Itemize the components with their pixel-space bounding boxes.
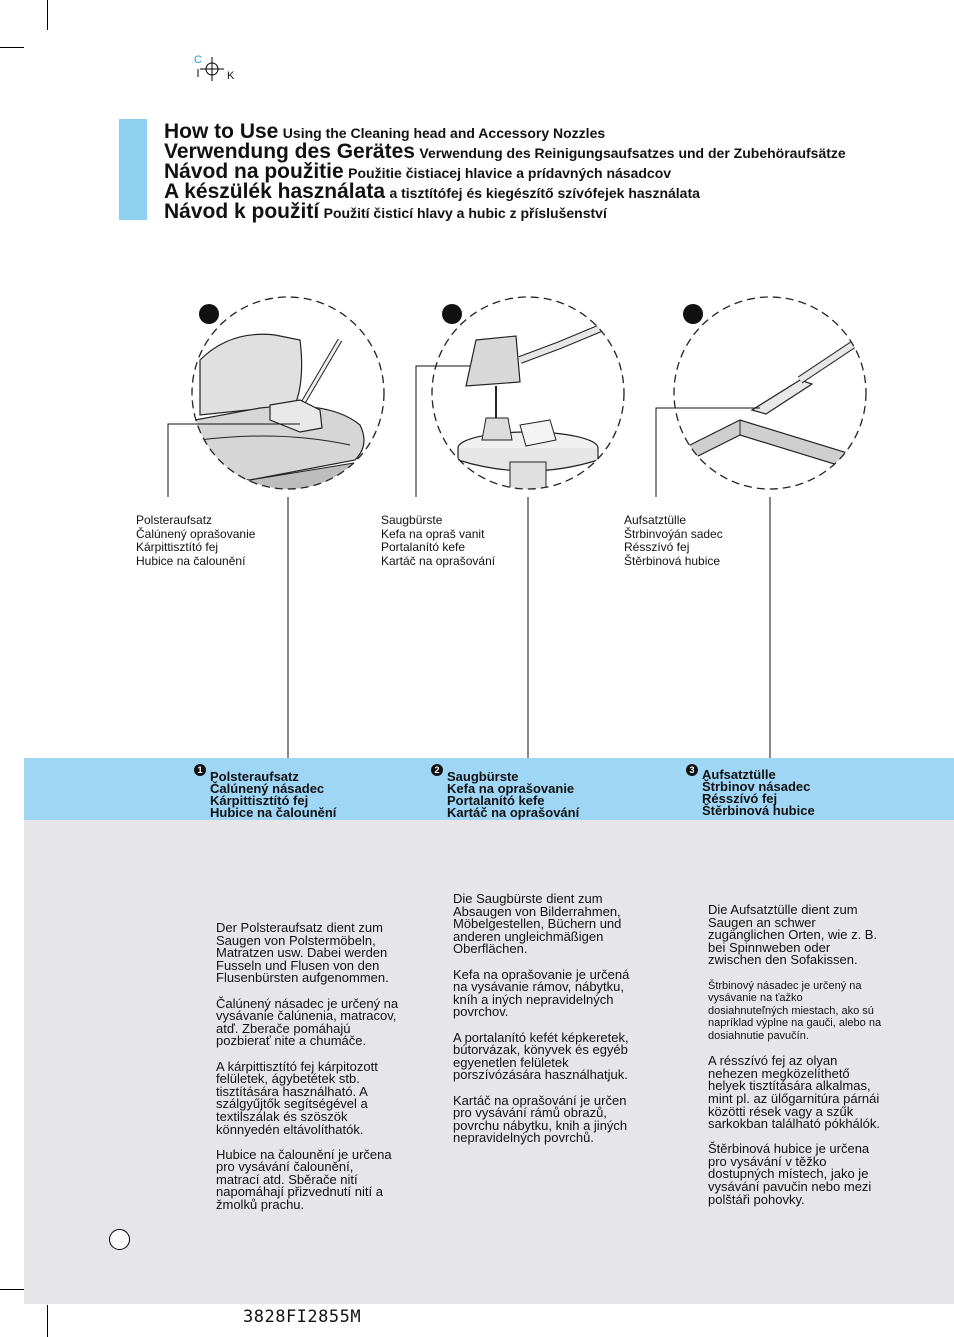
heading-line: Résszívó fej <box>702 791 778 806</box>
label-line: Kefa na opraš vanit <box>381 526 485 541</box>
paragraph: Štrbinový násadec je určený na vysávanie na ťažko dosiahnuteľných miestach, ako sú napríklad výplne na gauči, alebo na dosiahnutie pavučín. <box>708 979 882 1042</box>
title-small: Použití čisticí hlavy a hubic z příslušenství <box>323 205 607 221</box>
paragraph: Štěrbinová hubice je určena pro vysávání v těžko dostupných místech, jako je vysávání pavučin nebo mezi polštáři pohovky. <box>708 1141 872 1207</box>
label-line: Štěrbinová hubice <box>624 553 721 568</box>
illustration-label-2 <box>381 514 495 568</box>
paragraph: Hubice na čalounění je určena pro vysávání čalounění, matrací atd. Sběrače nití napomáhají přizvednutí nití a žmolků prachu. <box>216 1146 392 1213</box>
heading-line: Hubice na čalounění <box>210 805 337 820</box>
paragraph: Čalúnený násadec je určený na vysávanie čalúnenia, matracov, atď. Zberače pomáhajú pozbierať nite a chumáče. <box>216 995 399 1049</box>
title-big: Návod na použitie <box>164 160 344 183</box>
paragraph: Der Polsteraufsatz dient zum Saugen von Polstermöbeln, Matratzen usw. Dabei werden Fusseln und Flusen von den Flusenbürsten aufgenommen. <box>216 920 389 986</box>
registration-c: C <box>194 54 202 66</box>
section-body-3 <box>708 904 884 1219</box>
heading-line: Štrbinov násadec <box>702 779 811 794</box>
label-line: Čalúnený oprašovanie <box>136 526 256 541</box>
heading-line: Portalanító kefe <box>447 793 545 808</box>
heading-line: Kartáč na oprašování <box>447 805 580 820</box>
title-small: Verwendung des Reinigungsaufsatzes und der Zubehöraufsätze <box>419 145 846 161</box>
section-heading-3 <box>702 769 815 817</box>
heading-line: Polsteraufsatz <box>210 769 299 784</box>
section-number-2: 2 <box>431 764 443 776</box>
marker-dot <box>199 304 219 324</box>
label-line: Portalanító kefe <box>381 540 466 554</box>
section-number-1: 1 <box>194 764 206 776</box>
title-big: A készülék használata <box>164 180 385 203</box>
heading-line: Štěrbinová hubice <box>702 803 815 818</box>
label-line: Saugbürste <box>381 513 443 527</box>
label-line: Aufsatztülle <box>624 513 687 527</box>
label-line: Hubice na čalounění <box>136 553 246 568</box>
paragraph: Kefa na oprašovanie je určená na vysávanie rámov, nábytku, kníh a iných nepravidelných povrchov. <box>453 966 630 1020</box>
section-number-3: 3 <box>686 764 698 776</box>
crop-mark <box>47 1305 48 1337</box>
title-big: Návod k použití <box>164 200 320 223</box>
crop-mark <box>0 1289 24 1290</box>
label-line: Kartáč na oprašování <box>381 553 496 568</box>
label-line: Polsteraufsatz <box>136 513 213 527</box>
paragraph: Kartáč na oprašování je určen pro vysávání rámů obrazů, povrchu nábytku, knih a jiných nepravidelných povrchů. <box>453 1092 628 1146</box>
illustration-label-1 <box>136 514 255 568</box>
title-small: Using the Cleaning head and Accessory Nozzles <box>282 125 606 141</box>
page-number-circle <box>109 1229 130 1250</box>
title-small: a tisztítófej és kiegészítő szívófejek használata <box>389 185 700 201</box>
label-line: Štrbinvoýán sadec <box>624 526 723 541</box>
heading-line: Aufsatztülle <box>702 767 776 782</box>
title-big: Verwendung des Gerätes <box>164 140 415 163</box>
label-line: Résszívó fej <box>624 540 690 554</box>
section-body-1 <box>216 922 400 1224</box>
illustration-label-3 <box>624 514 723 568</box>
paragraph: Die Saugbürste dient zum Absaugen von Bilderrahmen, Möbelgestellen, Büchern und anderen ungleichmäßigen Oberflächen. <box>453 891 622 957</box>
paragraph: A résszívó fej az olyan nehezen megközelíthető helyek tisztítására alkalmas, mint pl. az ülőgarnitúra párnái közötti rések vagy a szűk sarkokban található pókhálók. <box>708 1053 881 1132</box>
paragraph: Die Aufsatztülle dient zum Saugen an schwer zugänglichen Orten, wie z. B. bei Spinnweben oder zwischen den Sofakissen. <box>708 902 878 968</box>
heading-line: Čalúnený násadec <box>210 781 325 796</box>
document-code: 3828FI2855M <box>243 1307 362 1327</box>
section-heading-1 <box>210 771 336 819</box>
title-small: Použitie čistiacej hlavice a prídavných násadcov <box>348 165 672 181</box>
heading-line: Kefa na oprašovanie <box>447 781 575 796</box>
section-body-2 <box>453 893 639 1157</box>
heading-line: Kárpittisztító fej <box>210 793 309 808</box>
label-line: Kárpittisztító fej <box>136 540 219 554</box>
title-big: How to Use <box>164 120 279 143</box>
heading-line: Saugbürste <box>447 769 519 784</box>
section-heading-2 <box>447 771 579 819</box>
marker-dot <box>442 304 462 324</box>
paragraph: A kárpittisztító fej kárpitozott felületek, ágybetétek stb. tisztítására használható. A szálgyűjtők segítségével a textilszálak és szöszök könnyedén eltávolíthatók. <box>216 1058 378 1137</box>
marker-dot <box>683 304 703 324</box>
paragraph: A portalanító kefét képkeretek, bútorvázak, könyvek és egyéb egyenetlen felületek porszívózására használhatjuk. <box>453 1029 629 1083</box>
registration-k: K <box>227 70 235 82</box>
